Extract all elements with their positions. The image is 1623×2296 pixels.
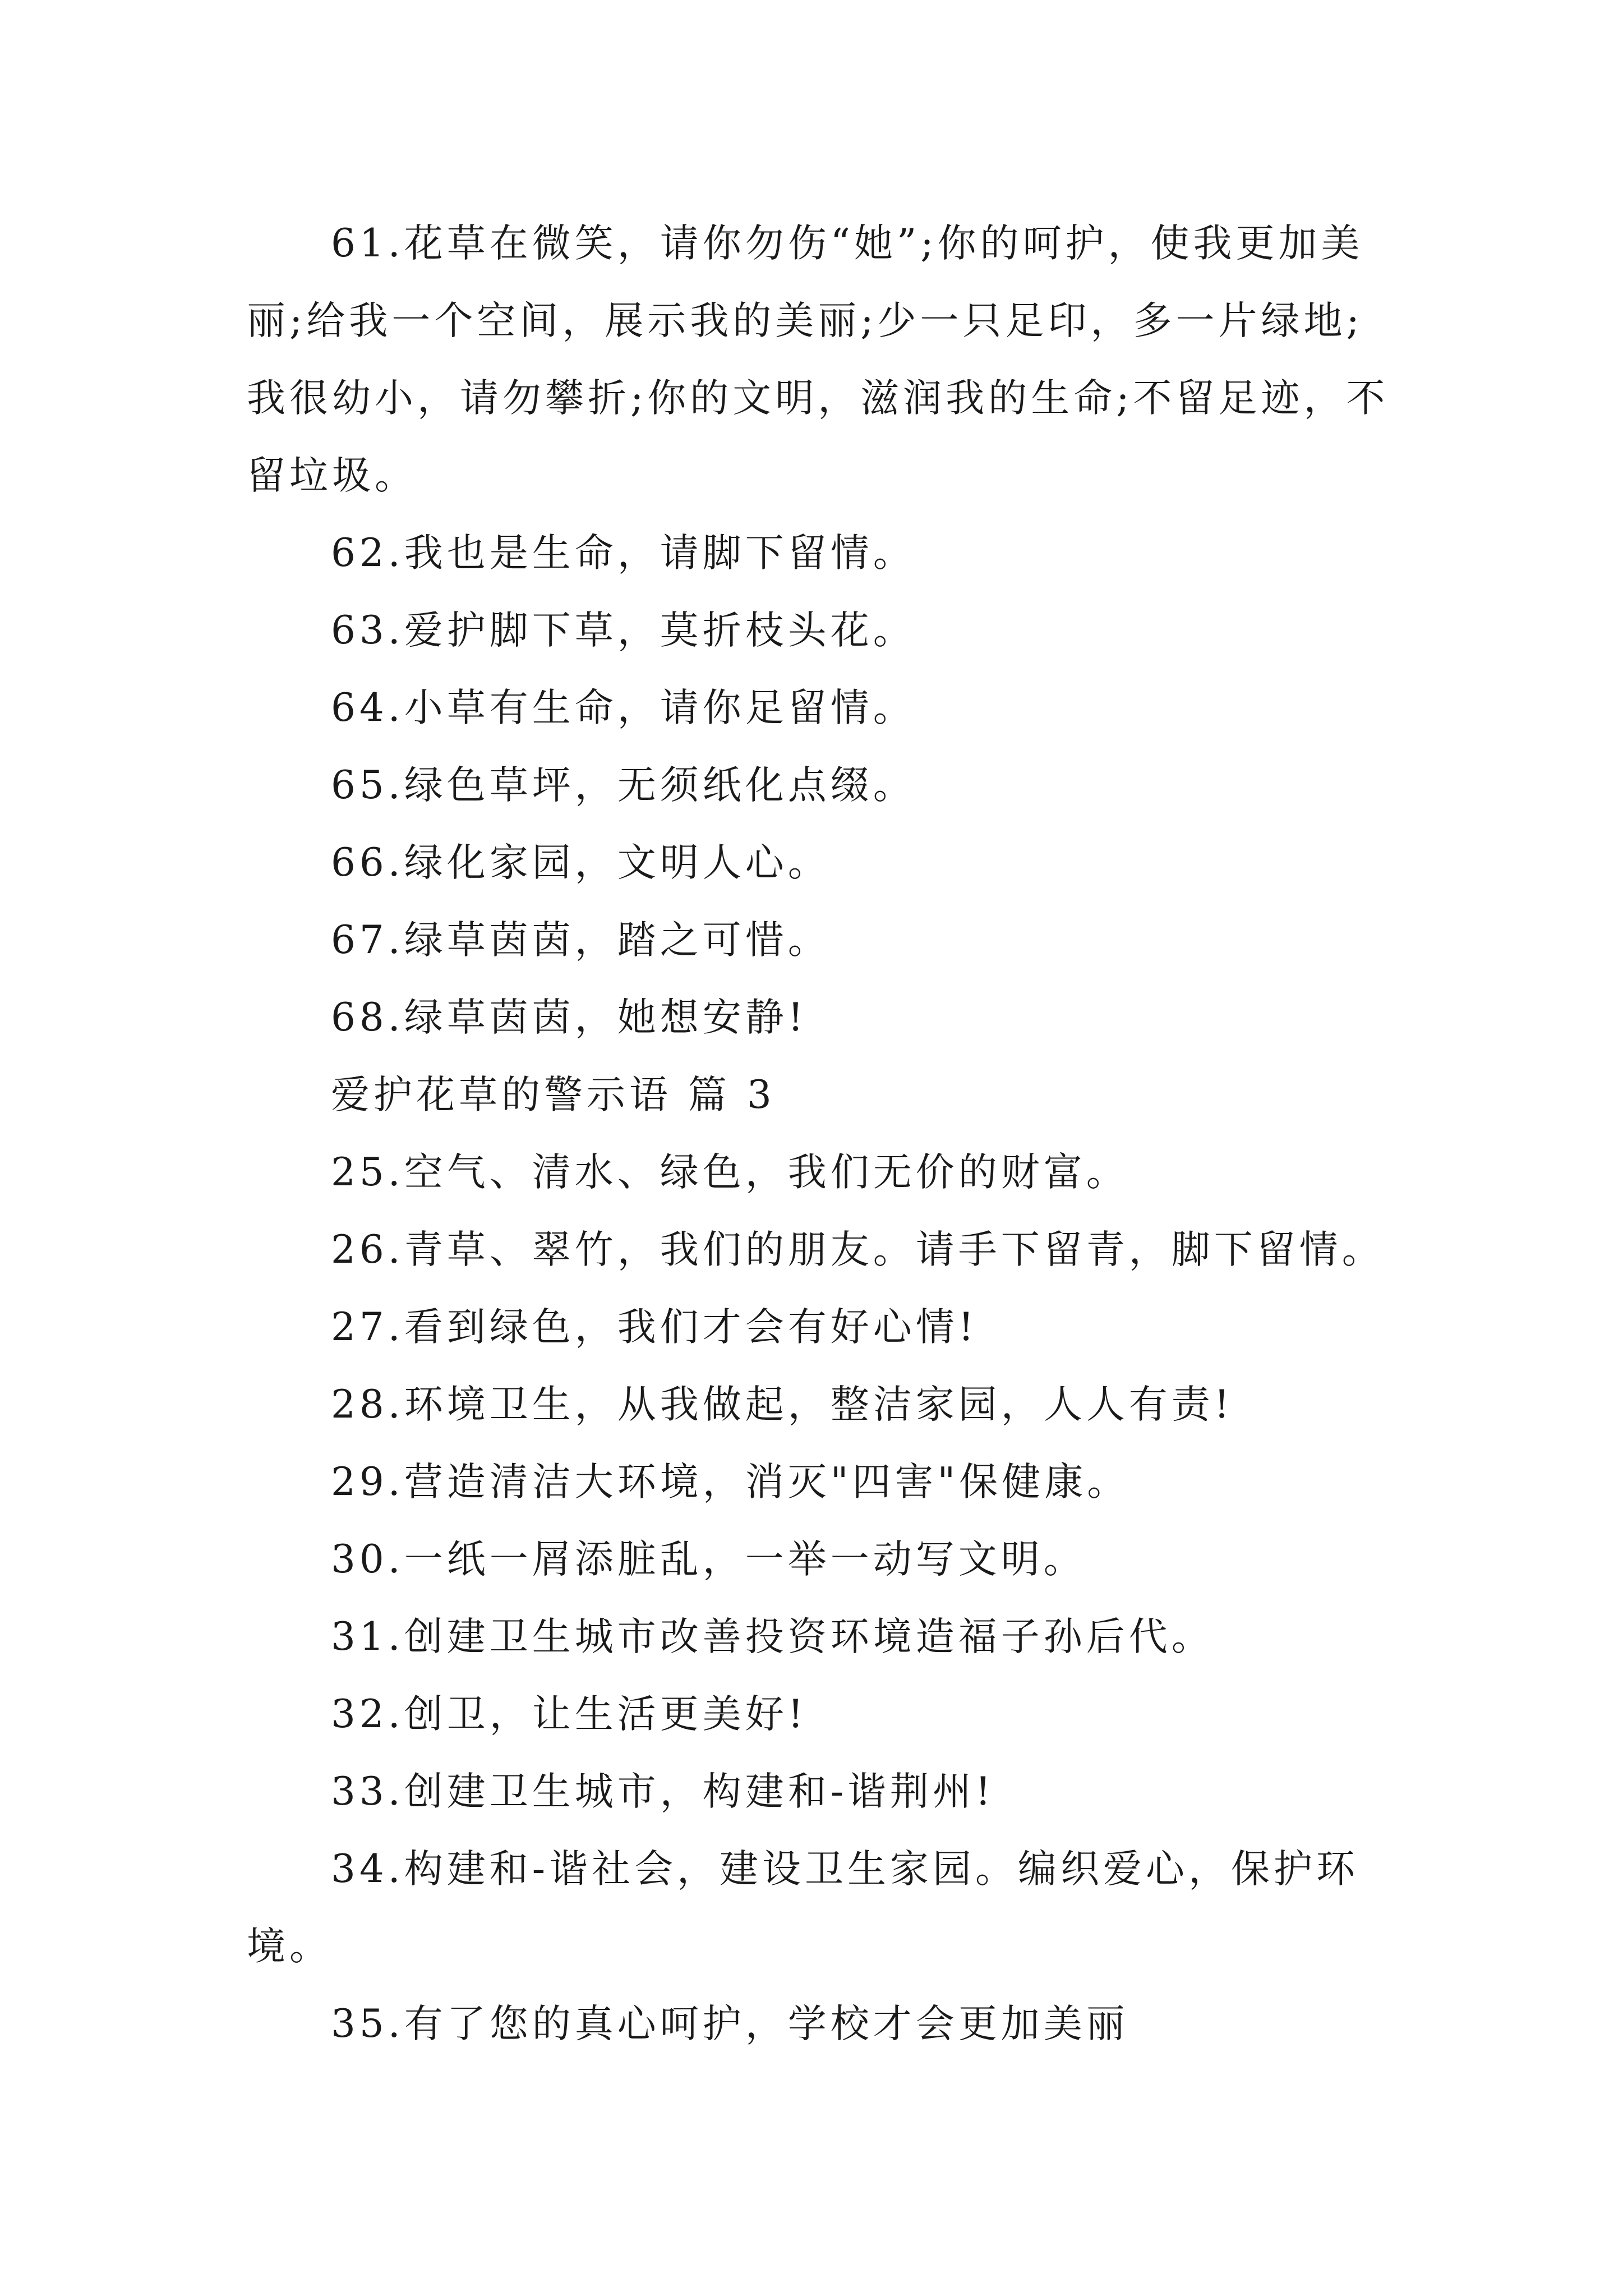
paragraph-62: 62.我也是生命，请脚下留情。 xyxy=(331,531,916,576)
paragraph-33: 33.创建卫生城市，构建和-谐荆州! xyxy=(331,1769,995,1814)
paragraph-68: 68.绿草茵茵，她想安静! xyxy=(331,995,808,1040)
paragraph-66: 66.绿化家园，文明人心。 xyxy=(331,840,831,885)
paragraph-26: 26.青草、翠竹，我们的朋友。请手下留青，脚下留情。 xyxy=(331,1227,1385,1272)
paragraph-64: 64.小草有生命，请你足留情。 xyxy=(331,685,916,730)
paragraph-31: 31.创建卫生城市改善投资环境造福子孙后代。 xyxy=(331,1614,1214,1659)
paragraph-65: 65.绿色草坪，无须纸化点缀。 xyxy=(331,763,916,808)
paragraph-35: 35.有了您的真心呵护，学校才会更加美丽 xyxy=(331,2001,1129,2046)
document-body xyxy=(247,205,1396,2063)
paragraph-25: 25.空气、清水、绿色，我们无价的财富。 xyxy=(331,1150,1129,1195)
section-heading: 爱护花草的警示语 篇 3 xyxy=(331,1073,776,1117)
paragraph-67: 67.绿草茵茵，踏之可惜。 xyxy=(331,918,831,963)
paragraph-34: 34.构建和-谐社会，建设卫生家园。编织爱心，保护环境。 xyxy=(247,1847,1359,1969)
paragraph-28: 28.环境卫生，从我做起，整洁家园，人人有责! xyxy=(331,1382,1234,1427)
paragraph-30: 30.一纸一屑添脏乱，一举一动写文明。 xyxy=(331,1537,1086,1582)
paragraph-29: 29.营造清洁大环境，消灭"四害"保健康。 xyxy=(331,1460,1130,1504)
paragraph-27: 27.看到绿色，我们才会有好心情! xyxy=(331,1305,978,1350)
paragraph-32: 32.创卫，让生活更美好! xyxy=(331,1692,808,1737)
paragraph-61: 61.花草在微笑，请你勿伤“她”;你的呵护，使我更加美丽;给我一个空间，展示我的美丽;少一只足印，多一片绿地;我很幼小，请勿攀折;你的文明，滋润我的生命;不留足迹，不留垃圾。 xyxy=(247,221,1389,498)
paragraph-63: 63.爱护脚下草，莫折枝头花。 xyxy=(331,608,916,653)
